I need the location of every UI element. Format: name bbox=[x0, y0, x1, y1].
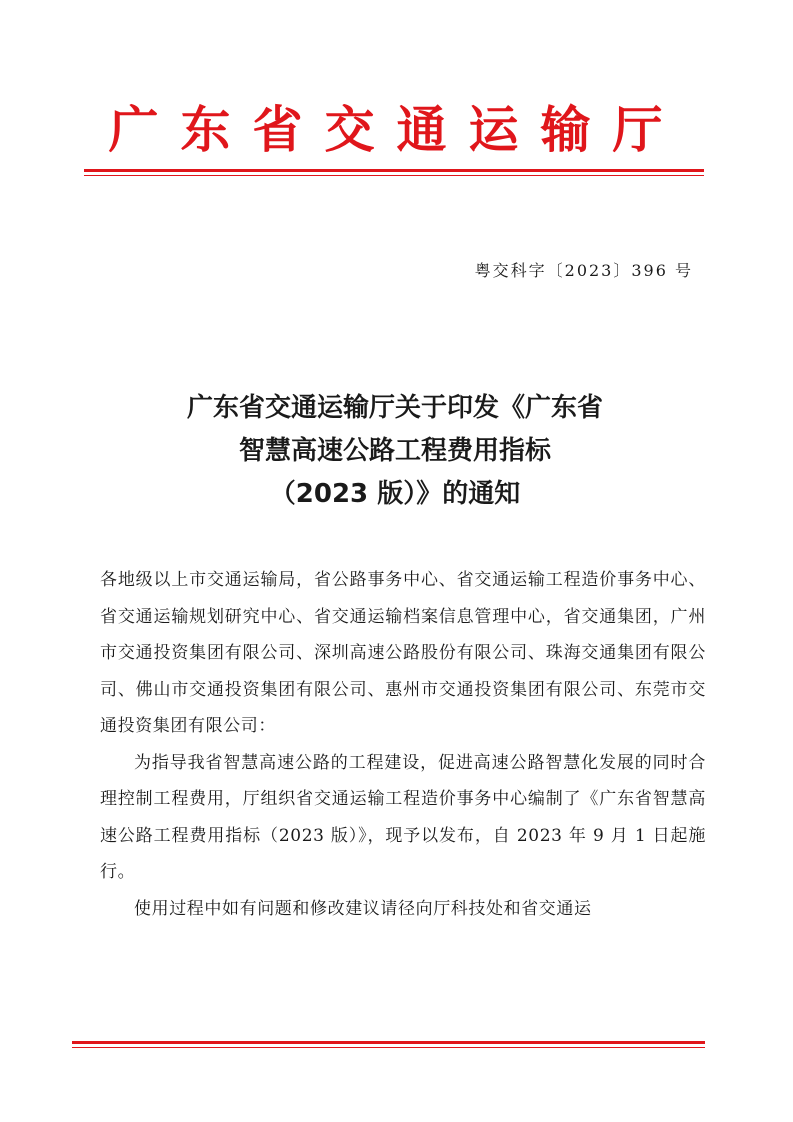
title-line: 广东省交通运输厅关于印发《广东省 bbox=[186, 393, 603, 423]
addressees: 各地级以上市交通运输局，省公路事务中心、省交通运输工程造价事务中心、省交通运输规划研究中心、省交通运输档案信息管理中心，省交通集团，广州市交通投资集团有限公司、深圳高速公路股份有限公司、珠海交通集团有限公司、佛山市交通投资集团有限公司、惠州市交通投资集团有限公司、东莞市交通投资集团有限公司： bbox=[100, 570, 706, 736]
title-line: 智慧高速公路工程费用指标 bbox=[238, 436, 551, 466]
issuer-masthead: 广东省交通运输厅 bbox=[108, 100, 685, 159]
masthead-rule-thick bbox=[84, 169, 704, 172]
masthead-rule-thin bbox=[84, 175, 704, 176]
title-line: （2023 版）》的通知 bbox=[269, 479, 521, 509]
body-paragraph: 使用过程中如有问题和修改建议请径向厅科技处和省交通运 bbox=[134, 898, 592, 919]
footer-rule-thick bbox=[72, 1041, 705, 1044]
document-number: 粤交科字〔2023〕396 号 bbox=[474, 261, 693, 280]
document-body bbox=[100, 562, 706, 927]
body-paragraph: 为指导我省智慧高速公路的工程建设，促进高速公路智慧化发展的同时合理控制工程费用，厅组织省交通运输工程造价事务中心编制了《广东省智慧高速公路工程费用指标（2023 版）》，现予以发布，自 2023 年 9 月 1 日起施行。 bbox=[100, 752, 706, 882]
document-title bbox=[90, 387, 700, 516]
footer-rule-thin bbox=[72, 1047, 705, 1048]
